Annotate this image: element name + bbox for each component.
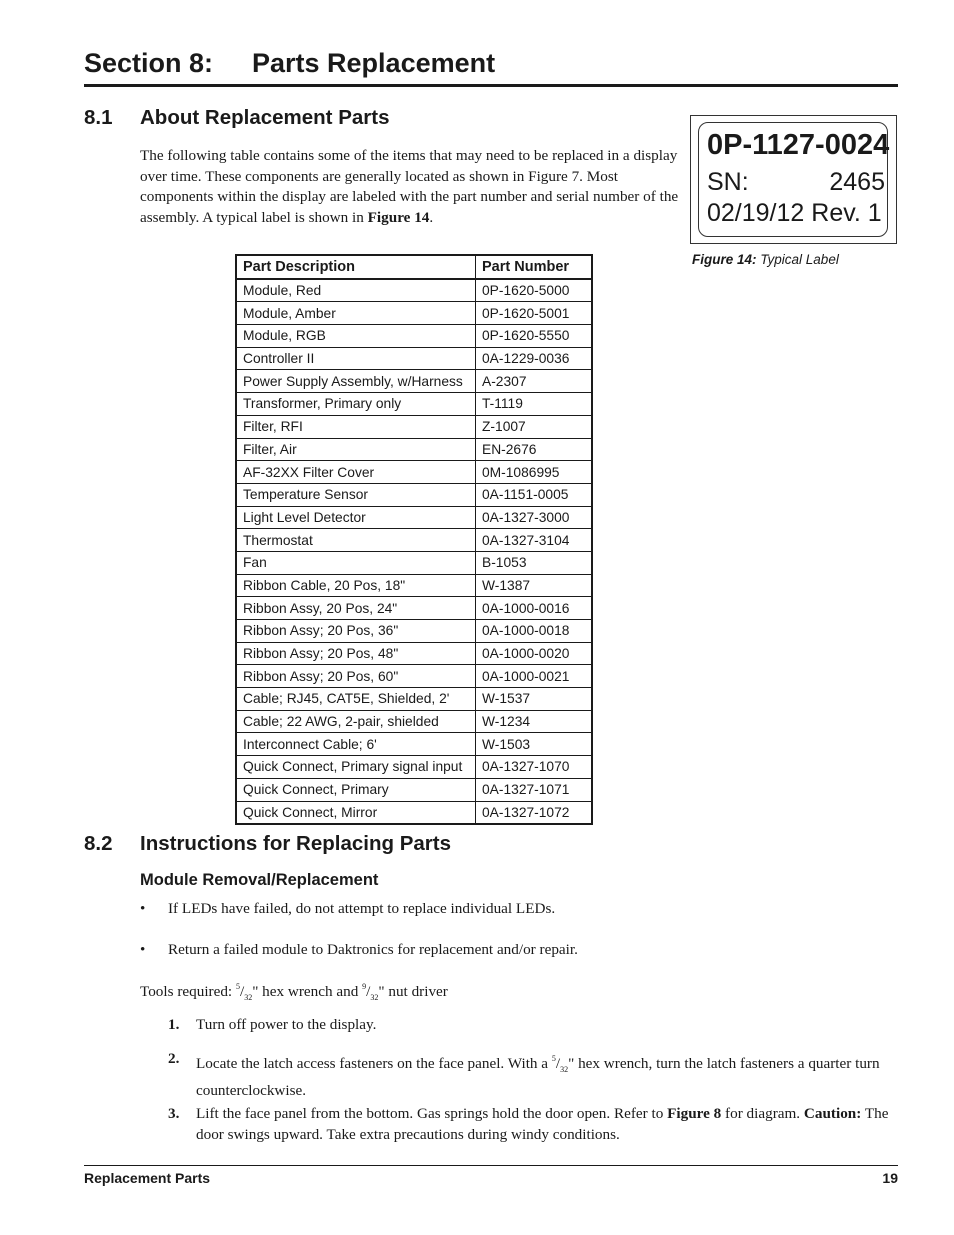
label-serial-key: SN: — [707, 168, 749, 196]
step-number: 1. — [168, 1016, 180, 1033]
table-row — [236, 393, 592, 416]
part-number-cell: 0A-1327-3104 — [476, 529, 593, 552]
part-description-cell: Cable; RJ45, CAT5E, Shielded, 2' — [236, 688, 476, 711]
part-description-cell: Module, Red — [236, 279, 476, 302]
part-description-cell: Transformer, Primary only — [236, 393, 476, 416]
part-number-cell: 0M-1086995 — [476, 461, 593, 484]
fraction-numerator: 5 — [551, 1054, 556, 1063]
heading-8-2-title: Instructions for Replacing Parts — [140, 832, 451, 855]
typical-label-figure — [690, 115, 897, 244]
table-header-row — [236, 255, 592, 279]
bullet-text: If LEDs have failed, do not attempt to replace individual LEDs. — [168, 900, 556, 917]
step-text-post: " hex wrench, turn the latch fasteners a quarter turn counterclockwise. — [196, 1055, 880, 1099]
tools-prefix: Tools required: — [140, 983, 236, 1000]
table-row — [236, 642, 592, 665]
part-number-cell: Z-1007 — [476, 415, 593, 438]
step-text-pre: Lift the face panel from the bottom. Gas springs hold the door open. Refer to — [196, 1105, 668, 1122]
part-description-cell: Quick Connect, Primary — [236, 778, 476, 801]
part-number-cell: B-1053 — [476, 551, 593, 574]
label-date-revision: 02/19/12 Rev. 1 — [707, 199, 882, 227]
figure-caption — [692, 252, 839, 267]
part-description-cell: Quick Connect, Mirror — [236, 801, 476, 824]
part-number-cell: EN-2676 — [476, 438, 593, 461]
table-row — [236, 710, 592, 733]
caution-label: Caution: — [803, 1105, 862, 1122]
page-number: 19 — [882, 1170, 898, 1186]
part-number-cell: 0A-1000-0016 — [476, 597, 593, 620]
part-number-cell: 0A-1000-0021 — [476, 665, 593, 688]
table-row — [236, 574, 592, 597]
step-text-post: The door swings upward. Take extra precautions during windy conditions. — [196, 1105, 889, 1143]
table-row — [236, 415, 592, 438]
table-row — [236, 688, 592, 711]
table-row — [236, 778, 592, 801]
bullet-text: Return a failed module to Daktronics for replacement and/or repair. — [168, 941, 578, 958]
part-number-cell: 0A-1000-0018 — [476, 620, 593, 643]
part-description-cell: Module, RGB — [236, 325, 476, 348]
intro-text: The following table contains some of the items that may need to be replaced in a display over time. These components are generally located as shown in Figure 7. Most components within the display are labeled with the part number and serial number of the assembly. A typical label is shown in — [140, 147, 679, 226]
part-number-cell: 0A-1229-0036 — [476, 347, 593, 370]
table-row — [236, 551, 592, 574]
typical-label — [698, 122, 888, 237]
figure-caption-ref: Figure 14: — [692, 252, 757, 267]
part-number-cell: 0A-1327-1072 — [476, 801, 593, 824]
fraction-denominator: 32 — [370, 993, 379, 1002]
part-description-cell: Module, Amber — [236, 302, 476, 325]
heading-8-2 — [84, 832, 451, 856]
table-row — [236, 506, 592, 529]
part-number-cell: 0A-1327-3000 — [476, 506, 593, 529]
section-title-rule — [84, 84, 898, 87]
fraction-denominator: 32 — [244, 993, 253, 1002]
part-description-cell: Light Level Detector — [236, 506, 476, 529]
part-number-cell: 0A-1151-0005 — [476, 483, 593, 506]
part-description-cell: Filter, Air — [236, 438, 476, 461]
label-part-number: 0P-1127-0024 — [707, 129, 890, 161]
heading-8-2-number: 8.2 — [84, 832, 113, 855]
parts-table — [235, 254, 593, 825]
fraction-numerator: 5 — [235, 982, 240, 991]
part-description-cell: Controller II — [236, 347, 476, 370]
intro-paragraph — [140, 146, 688, 228]
part-description-cell: Power Supply Assembly, w/Harness — [236, 370, 476, 393]
part-number-cell: 0A-1327-1070 — [476, 756, 593, 779]
step-text-pre: Locate the latch access fasteners on the face panel. With a — [196, 1055, 552, 1072]
figure-8-reference: Figure 8 — [667, 1105, 722, 1122]
section-title-text: Parts Replacement — [252, 48, 496, 78]
part-number-cell: 0P-1620-5000 — [476, 279, 593, 302]
table-row — [236, 279, 592, 302]
part-number-cell: 0A-1000-0020 — [476, 642, 593, 665]
part-description-cell: Interconnect Cable; 6' — [236, 733, 476, 756]
table-row — [236, 302, 592, 325]
figure-caption-text: Typical Label — [760, 252, 839, 267]
part-description-cell: Thermostat — [236, 529, 476, 552]
table-row — [236, 620, 592, 643]
part-description-cell: Ribbon Assy, 20 Pos, 24" — [236, 597, 476, 620]
column-header-part-number: Part Number — [476, 255, 593, 279]
footer-rule — [84, 1165, 898, 1166]
step-text: Locate the latch access fasteners on the face panel. With a $^5/_{32}$" hex wrench, turn the latch fasteners a quarter turn counterclockwise. — [196, 1054, 880, 1099]
subheading-module-removal: Module Removal/Replacement — [140, 871, 379, 889]
fraction-numerator: 9 — [362, 982, 367, 991]
part-description-cell: Ribbon Assy; 20 Pos, 60" — [236, 665, 476, 688]
part-number-cell: 0P-1620-5550 — [476, 325, 593, 348]
table-row — [236, 370, 592, 393]
part-description-cell: Quick Connect, Primary signal input — [236, 756, 476, 779]
heading-8-1-number: 8.1 — [84, 106, 113, 129]
part-number-cell: 0P-1620-5001 — [476, 302, 593, 325]
parts-table-body — [236, 279, 592, 825]
table-row — [236, 756, 592, 779]
part-description-cell: Ribbon Assy; 20 Pos, 48" — [236, 642, 476, 665]
part-description-cell: Ribbon Cable, 20 Pos, 18" — [236, 574, 476, 597]
part-number-cell: W-1234 — [476, 710, 593, 733]
part-description-cell: Temperature Sensor — [236, 483, 476, 506]
table-row — [236, 733, 592, 756]
part-number-cell: A-2307 — [476, 370, 593, 393]
step-text: Turn off power to the display. — [196, 1016, 377, 1033]
part-number-cell: W-1537 — [476, 688, 593, 711]
intro-end: . — [429, 208, 434, 226]
tools-middle: " hex wrench and — [252, 983, 363, 1000]
table-row — [236, 325, 592, 348]
step-text-mid: for diagram. — [721, 1105, 804, 1122]
table-row — [236, 461, 592, 484]
table-row — [236, 347, 592, 370]
table-row — [236, 801, 592, 824]
part-description-cell: Cable; 22 AWG, 2-pair, shielded — [236, 710, 476, 733]
table-row — [236, 597, 592, 620]
step-number: 2. — [168, 1050, 180, 1067]
table-row — [236, 438, 592, 461]
heading-8-1-title: About Replacement Parts — [140, 106, 390, 129]
footer-section-name: Replacement Parts — [84, 1170, 211, 1186]
part-description-cell: AF-32XX Filter Cover — [236, 461, 476, 484]
section-number: Section 8: — [84, 48, 214, 78]
part-description-cell: Ribbon Assy; 20 Pos, 36" — [236, 620, 476, 643]
part-number-cell: 0A-1327-1071 — [476, 778, 593, 801]
part-number-cell: T-1119 — [476, 393, 593, 416]
part-number-cell: W-1387 — [476, 574, 593, 597]
bullet-icon: • — [140, 941, 146, 958]
figure-14-reference: Figure 14 — [367, 208, 430, 226]
bullet-icon: • — [140, 900, 146, 917]
table-row — [236, 483, 592, 506]
heading-8-1 — [84, 106, 389, 130]
tools-required: Tools required: $^5/_{32}$" hex wrench and $^9/_{32}$" nut driver — [140, 982, 448, 1002]
column-header-description: Part Description — [236, 255, 476, 279]
table-row — [236, 665, 592, 688]
part-description-cell: Filter, RFI — [236, 415, 476, 438]
step-text — [196, 1104, 896, 1145]
step-number: 3. — [168, 1105, 180, 1122]
label-serial-value: 2465 — [829, 168, 885, 196]
tools-end: " nut driver — [378, 983, 448, 1000]
section-title — [84, 48, 495, 79]
part-number-cell: W-1503 — [476, 733, 593, 756]
part-description-cell: Fan — [236, 551, 476, 574]
fraction-denominator: 32 — [560, 1065, 569, 1074]
table-row — [236, 529, 592, 552]
